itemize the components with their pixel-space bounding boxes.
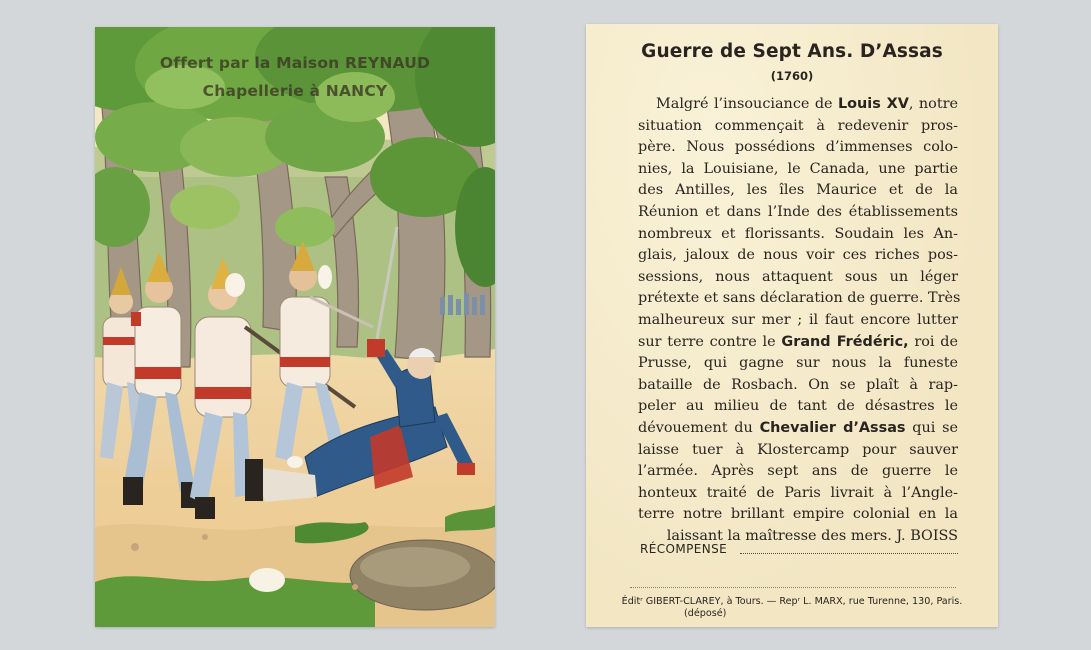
depose-note: (déposé) [684, 608, 727, 619]
text-line [638, 396, 958, 418]
text-segment: sur terre contre le [638, 333, 782, 350]
text-line [638, 375, 958, 397]
text-segment: terre notre brillant empire colonial en la [638, 506, 958, 523]
card-title: Guerre de Sept Ans. D’Assas [641, 41, 943, 62]
text-segment: des Antilles, les îles Maurice et de la [638, 182, 958, 199]
text-segment: malheureux sur mer ; il faut encore lutter [638, 311, 958, 328]
bold-name: Chevalier d’Assas [759, 419, 906, 436]
advert-line-1: Offert par la Maison REYNAUD [159, 54, 431, 72]
text-segment: Réunion et dans l’Inde des établissements [638, 203, 958, 220]
text-line [638, 461, 958, 483]
bold-name: Grand Frédéric, [781, 333, 909, 350]
recompense-dotted-line [740, 553, 958, 554]
text-line [638, 483, 958, 505]
text-line [638, 288, 961, 310]
text-line [638, 353, 958, 375]
text-segment: Malgré l’insouciance de [656, 96, 838, 112]
text-segment: situation commençait à redevenir pros- [638, 117, 958, 134]
footer-divider [630, 587, 956, 588]
text-line [638, 245, 958, 267]
text-segment: Prusse, qui gagne sur nous la funeste [638, 355, 958, 372]
text-line [638, 224, 958, 246]
text-segment: roi de [908, 333, 959, 350]
text-line [638, 440, 958, 462]
text-line [638, 310, 958, 332]
text-segment: père. Nous possédions d’immenses colo- [638, 139, 958, 156]
text-segment: qui se [905, 419, 959, 436]
text-segment: honteux traité de Paris livrait à l’Angle- [638, 484, 958, 501]
text-segment: , notre [908, 96, 958, 112]
text-segment: bataille de Rosbach. On se plaît à rap- [638, 376, 958, 393]
text-line [638, 332, 958, 354]
text-line [638, 159, 958, 181]
text-line [638, 94, 958, 116]
text-segment: prétexte et sans déclaration de guerre. Très [638, 290, 961, 307]
bold-name: Louis XV [837, 96, 909, 112]
advert-line-2: Chapellerie à NANCY [202, 82, 388, 100]
text-line [638, 116, 958, 138]
text-segment: sessions, nous attaquent sous un léger [638, 268, 958, 285]
text-segment: dévouement du [638, 419, 760, 436]
text-line [638, 504, 958, 526]
text-line [638, 418, 958, 440]
battle-scene-illustration [95, 27, 495, 627]
back-card [586, 24, 998, 627]
text-segment: l’armée. Après sept ans de guerre le [638, 463, 958, 480]
text-line [638, 267, 958, 289]
text-line [638, 137, 958, 159]
history-text [638, 94, 961, 547]
text-line [638, 202, 958, 224]
text-line [638, 180, 958, 202]
text-segment: nombreux et florissants. Soudain les An- [638, 225, 958, 242]
text-segment: laissant la maîtresse des mers. J. BOISS [666, 527, 958, 544]
text-segment: laisse tuer à Klostercamp pour sauver [638, 441, 958, 458]
text-segment: glais, jaloux de nous voir ces riches pos- [638, 247, 958, 264]
card-year: (1760) [770, 69, 814, 83]
front-card [95, 27, 495, 627]
advertisement-stamp [95, 49, 495, 105]
publisher-line: Éditʳ GIBERT-CLAREY, à Tours. — Repʳ L. MARX, rue Turenne, 130, Paris. [621, 596, 963, 607]
text-segment: peler au milieu de tant de désastres le [638, 398, 958, 415]
text-segment: nies, la Louisiane, le Canada, une partie [638, 160, 958, 177]
recompense-label: RÉCOMPENSE [640, 542, 728, 556]
